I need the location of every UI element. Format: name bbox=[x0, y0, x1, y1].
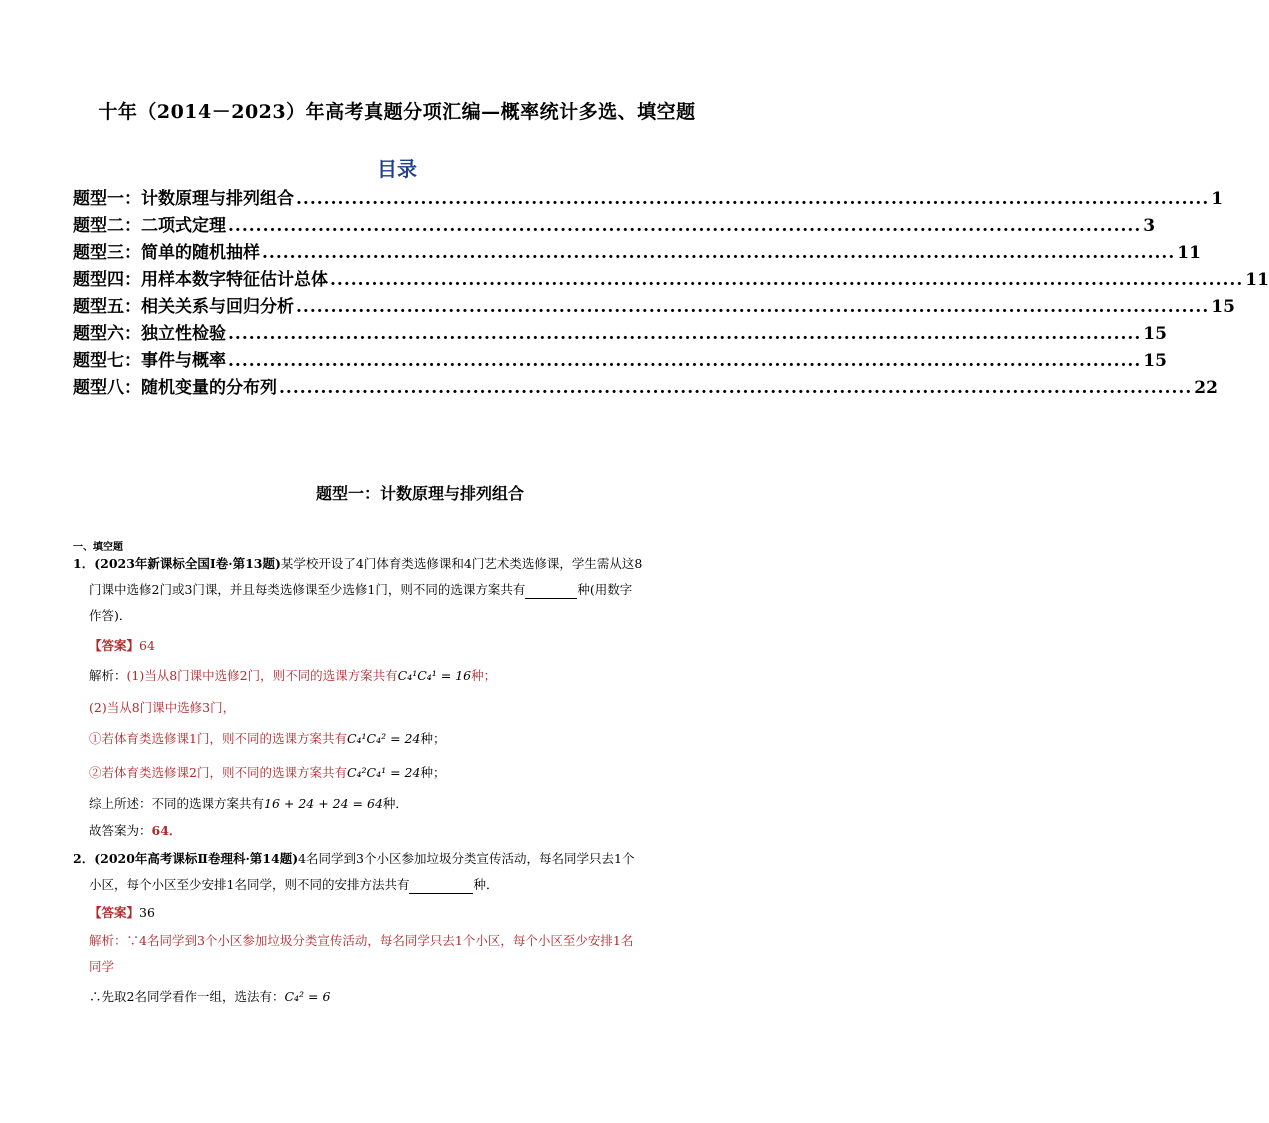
toc-leader: .................................................................................................................................... bbox=[296, 189, 1210, 209]
solution-text: ②若体育类选修课2门，则不同的选课方案共有 bbox=[89, 765, 347, 780]
solution-text: 种． bbox=[382, 796, 408, 811]
toc-leader: .................................................................................................................................... bbox=[228, 351, 1142, 371]
solution-prefix: 解析： bbox=[89, 933, 127, 948]
solution-line-1 bbox=[89, 668, 729, 684]
toc-entry-label: 题型二：二项式定理 bbox=[73, 216, 226, 236]
question-text: 4名同学到3个小区参加垃圾分类宣传活动，每名同学只去1个 bbox=[298, 851, 635, 866]
question-1-line-3: 作答)． bbox=[89, 608, 132, 623]
solution-line-3 bbox=[89, 731, 445, 747]
equation: 16 + 24 + 24 = 64 bbox=[264, 796, 383, 811]
toc-entry[interactable] bbox=[73, 292, 1235, 319]
solution-line-1b: 同学 bbox=[89, 959, 115, 974]
toc-leader: .................................................................................................................................... bbox=[330, 270, 1244, 290]
answer-value: 36 bbox=[139, 905, 155, 920]
solution-text: 故答案为： bbox=[89, 823, 152, 838]
toc-page-number: 15 bbox=[1211, 297, 1235, 317]
answer-blank[interactable] bbox=[409, 877, 473, 894]
toc-page-number: 15 bbox=[1143, 324, 1167, 344]
solution-line-1 bbox=[89, 933, 729, 949]
toc-entry[interactable] bbox=[73, 211, 1156, 238]
solution-text: 种； bbox=[420, 765, 446, 780]
document-title: 十年（2014－2023）年高考真题分项汇编—概率统计多选、填空题 bbox=[98, 101, 696, 123]
solution-text: ①若体育类选修课1门，则不同的选课方案共有 bbox=[89, 731, 347, 746]
toc-page-number: 22 bbox=[1194, 378, 1218, 398]
toc-entry-label: 题型一：计数原理与排列组合 bbox=[73, 189, 294, 209]
solution-text: ∵4名同学到3个小区参加垃圾分类宣传活动，每名同学只去1个小区，每个小区至少安排1名 bbox=[126, 933, 634, 948]
solution-prefix: 解析： bbox=[89, 668, 127, 683]
toc-entry[interactable] bbox=[73, 373, 1218, 400]
toc-page-number: 3 bbox=[1143, 216, 1156, 236]
toc-entry[interactable] bbox=[73, 184, 1224, 211]
solution-line-4 bbox=[89, 765, 445, 781]
solution-text: ∴先取2名同学看作一组，选法有： bbox=[89, 989, 285, 1004]
solution-value: 64． bbox=[151, 823, 182, 838]
toc-entry-label: 题型三：简单的随机抽样 bbox=[73, 243, 260, 263]
solution-text: 种； bbox=[420, 731, 446, 746]
solution-line-2 bbox=[89, 989, 330, 1005]
section-title: 题型一：计数原理与排列组合 bbox=[315, 484, 524, 503]
solution-text: 种； bbox=[471, 668, 497, 683]
toc-page-number: 11 bbox=[1177, 243, 1201, 263]
toc-heading: 目录 bbox=[377, 157, 417, 181]
toc-entry-label: 题型四：用样本数字特征估计总体 bbox=[73, 270, 328, 290]
question-text: 小区，每个小区至少安排1名同学，则不同的安排方法共有 bbox=[89, 877, 410, 892]
equation: C₄²C₄¹ = 24 bbox=[346, 765, 421, 780]
toc-entry[interactable] bbox=[73, 319, 1167, 346]
toc-leader: .................................................................................................................................... bbox=[296, 297, 1210, 317]
answer-line bbox=[89, 638, 155, 654]
table-of-contents bbox=[73, 184, 1269, 400]
question-1-line-1 bbox=[73, 556, 733, 572]
question-number: 1． bbox=[73, 556, 95, 571]
answer-label: 【答案】 bbox=[89, 905, 140, 920]
question-2-line-2 bbox=[89, 877, 739, 894]
question-text: 某学校开设了4门体育类选修课和4门艺术类选修课，学生需从这8 bbox=[280, 556, 643, 571]
question-1-line-2 bbox=[89, 582, 739, 599]
toc-leader: .................................................................................................................................... bbox=[228, 324, 1142, 344]
toc-page-number: 11 bbox=[1245, 270, 1269, 290]
toc-entry-label: 题型五：相关关系与回归分析 bbox=[73, 297, 294, 317]
solution-text: (1)当从8门课中选修2门，则不同的选课方案共有 bbox=[126, 668, 398, 683]
toc-entry[interactable] bbox=[73, 265, 1269, 292]
solution-line-5 bbox=[89, 796, 408, 812]
toc-entry[interactable] bbox=[73, 238, 1201, 265]
toc-page-number: 15 bbox=[1143, 351, 1167, 371]
equation: C₄¹C₄¹ = 16 bbox=[397, 668, 472, 683]
solution-text: 综上所述：不同的选课方案共有 bbox=[89, 796, 265, 811]
toc-entry-label: 题型六：独立性检验 bbox=[73, 324, 226, 344]
question-text: 种(用数字 bbox=[577, 582, 633, 597]
question-text: 种． bbox=[473, 877, 499, 892]
answer-value: 64 bbox=[139, 638, 155, 653]
answer-blank[interactable] bbox=[525, 582, 577, 599]
question-text: 门课中选修2门或3门课，并且每类选修课至少选修1门，则不同的选课方案共有 bbox=[89, 582, 526, 597]
equation: C₄² = 6 bbox=[284, 989, 331, 1004]
toc-entry-label: 题型八：随机变量的分布列 bbox=[73, 378, 277, 398]
toc-leader: .................................................................................................................................... bbox=[228, 216, 1142, 236]
question-number: 2． bbox=[73, 851, 95, 866]
question-source: (2020年高考课标Ⅱ卷理科·第14题) bbox=[94, 851, 299, 866]
section-subheading: 一、填空题 bbox=[73, 542, 123, 553]
question-2-line-1 bbox=[73, 851, 733, 867]
toc-page-number: 1 bbox=[1211, 189, 1224, 209]
equation: C₄¹C₄² = 24 bbox=[346, 731, 421, 746]
solution-line-2: (2)当从8门课中选修3门， bbox=[89, 700, 236, 715]
toc-entry-label: 题型七：事件与概率 bbox=[73, 351, 226, 371]
solution-line-6 bbox=[89, 823, 181, 839]
question-source: (2023年新课标全国Ⅰ卷·第13题) bbox=[94, 556, 281, 571]
toc-entry[interactable] bbox=[73, 346, 1167, 373]
toc-leader: .................................................................................................................................... bbox=[279, 378, 1193, 398]
answer-label: 【答案】 bbox=[89, 638, 140, 653]
toc-leader: .................................................................................................................................... bbox=[262, 243, 1176, 263]
answer-line bbox=[89, 905, 155, 921]
